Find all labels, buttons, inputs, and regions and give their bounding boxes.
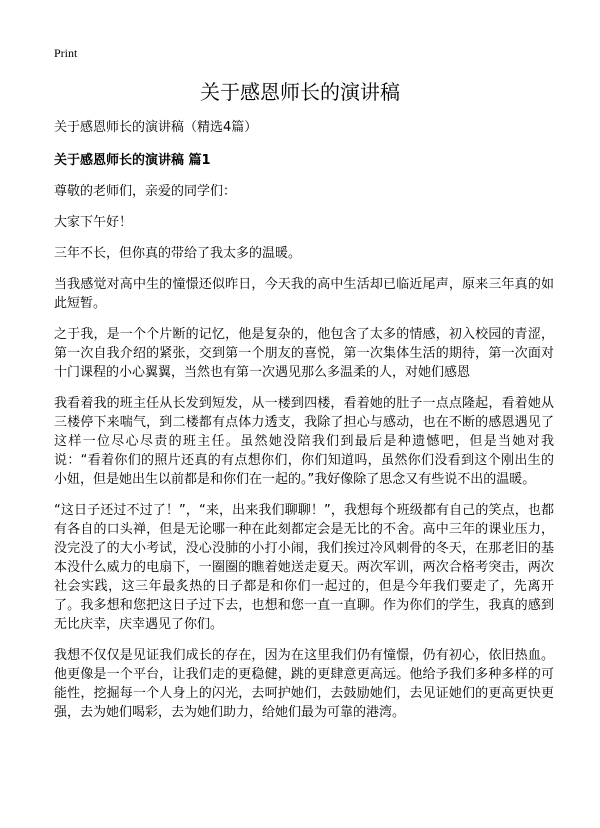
paragraph: “这日子还过不过了！”，“来，出来我们聊聊！”，我想每个班级都有自己的笑点，也都有各自的口头禅，但是无论哪一种在此刻都定会是无比的不舍。高中三年的课业压力，没完没了的大小考试，没心没肺的小打小闹，我们挨过冷风刺骨的冬天，在那老旧的基本没什么威力的电扇下，一圈圈的瞧着她送走夏天。两次军训，两次合格考突击，两次社会实践，这三年最炙热的日子都是和你们一起过的，但是今年我们要走了，先离开了。我多想和您把这日子过下去，也想和您一直一直聊。作为你们的学生，我真的感到无比庆幸，庆幸遇见了你们。: [54, 503, 554, 632]
document-subtitle: 关于感恩师长的演讲稿（精选4篇）: [54, 120, 258, 135]
paragraph-hello: 大家下午好！: [54, 215, 133, 230]
paragraph: 我想不仅仅是见证我们成长的存在，因为在这里我们仍有憧憬，仍有初心，依旧热血。他更像是一个平台，让我们走的更稳健，跳的更肆意更高远。他给予我们多种多样的可能性，挖掘每一个人身上的闪光，去呵护她们，去鼓励她们，去见证她们的更高更快更强，去为她们喝彩，去为她们助力，给她们最为可靠的港湾。: [54, 648, 554, 720]
paragraph: 我看着我的班主任从长发到短发，从一楼到四楼，看着她的肚子一点点隆起，看着她从三楼停下来喘气，到二楼都有点体力透支，我除了担心与感动，也在不断的感恩遇见了这样一位尽心尽责的班主任。虽然她没陪我们到最后是种遗憾吧，但是当她对我说：“看着你们的照片还真的有点想你们，你们知道吗，虽然你们没看到这个刚出生的小妞，但是她出生以前都是和你们在一起的。”我好像除了思念又有些说不出的温暖。: [54, 396, 554, 487]
document-body: [54, 118, 554, 734]
section-heading: 关于感恩师长的演讲稿 篇1: [54, 153, 211, 168]
page-title: 关于感恩师长的演讲稿: [200, 80, 400, 104]
paragraph: 之于我，是一个个片断的记忆，他是复杂的，他包含了太多的情感，初入校园的青涩，第一次自我介绍的紧张，交到第一个朋友的喜悦，第一次集体生活的期待，第一次面对十门课程的小心翼翼，当然也有第一次遇见那么多温柔的人，对她们感恩: [54, 327, 554, 380]
paragraph: 当我感觉对高中生的憧憬还似昨日，今天我的高中生活却已临近尾声，原来三年真的如此短暂。: [54, 277, 554, 311]
paragraph: 三年不长，但你真的带给了我太多的温暖。: [54, 246, 302, 261]
print-link[interactable]: Print: [54, 46, 78, 60]
paragraph-greeting: 尊敬的老师们，亲爱的同学们：: [54, 184, 237, 199]
